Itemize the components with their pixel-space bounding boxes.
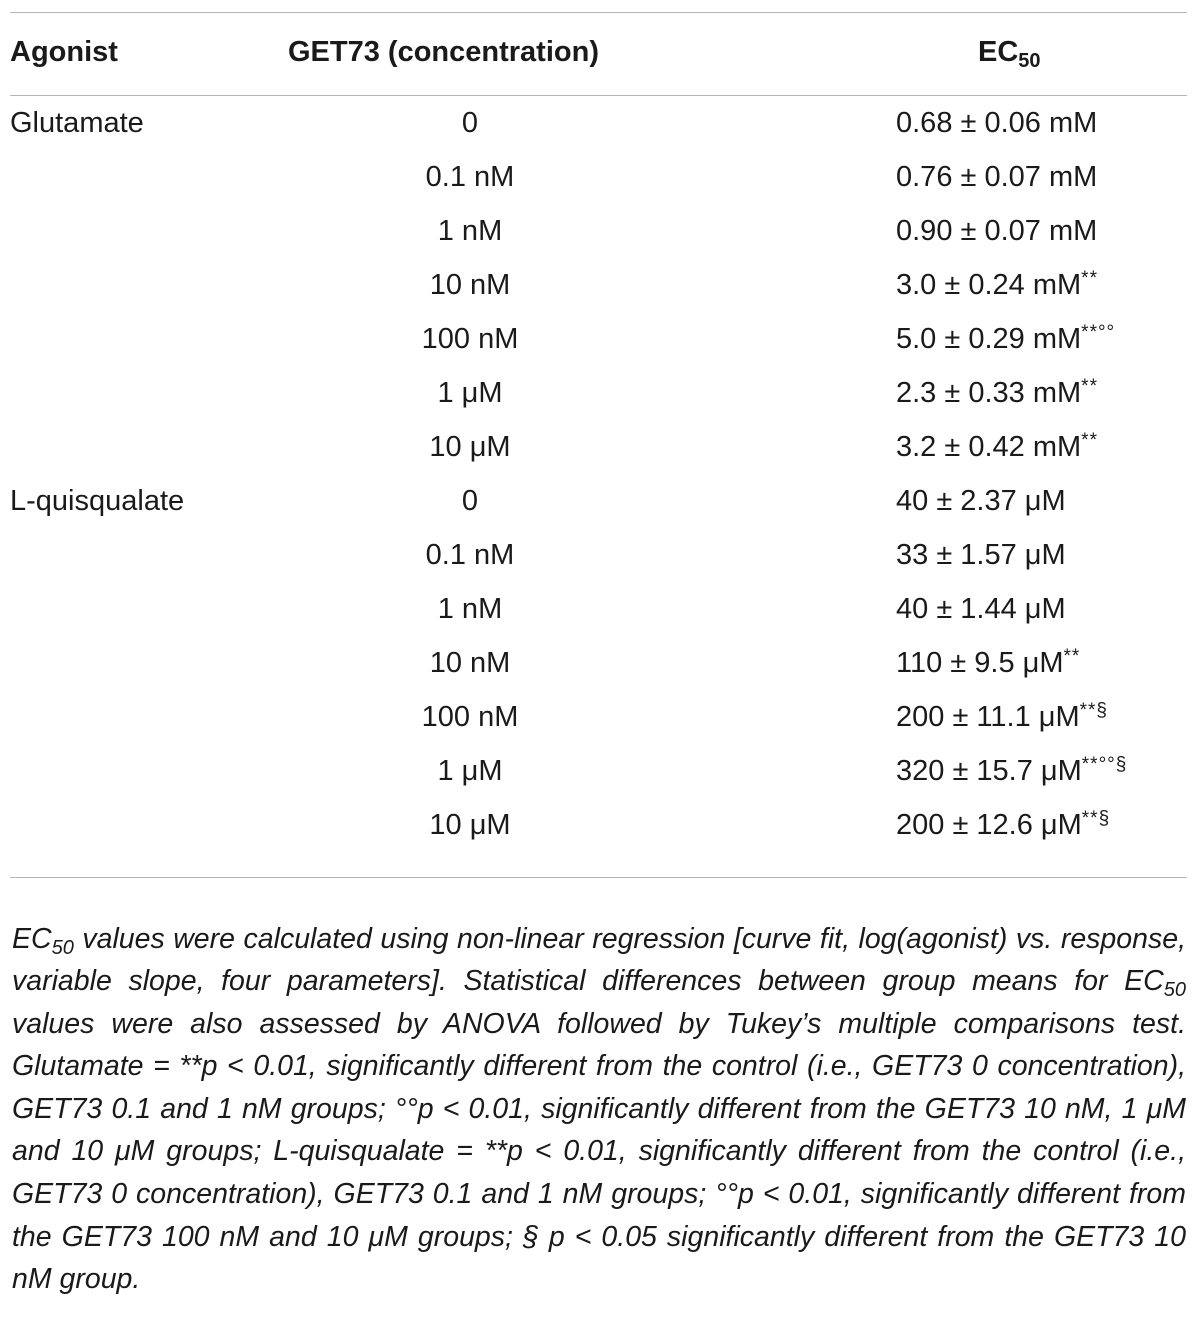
concentration-value: 0 [461, 484, 479, 517]
concentration-value: 0.1 nM [425, 538, 515, 571]
cell-concentration [340, 258, 600, 312]
cell-ec50 [600, 582, 1187, 636]
footnote-ec-sub-2: 50 [1163, 979, 1186, 1002]
table-row [10, 366, 1187, 420]
table-row [10, 150, 1187, 204]
ec50-wrap [896, 755, 1127, 788]
cell-ec50 [600, 744, 1187, 798]
ec50-value: 3.0 ± 0.24 mM [896, 268, 1082, 301]
ec50-wrap [896, 161, 1097, 194]
header-ec50 [600, 18, 1187, 86]
concentration-value: 1 μM [437, 754, 503, 787]
cell-concentration [340, 366, 600, 420]
cell-ec50 [600, 258, 1187, 312]
ec50-wrap [896, 485, 1066, 518]
cell-concentration [340, 420, 600, 474]
concentration-value: 0 [461, 106, 479, 139]
table-row [10, 204, 1187, 258]
significance-mark: **§ [1081, 807, 1111, 829]
ec50-value: 5.0 ± 0.29 mM [896, 322, 1082, 355]
cell-ec50 [600, 420, 1187, 474]
significance-mark: ** [1081, 429, 1098, 451]
table-row [10, 690, 1187, 744]
cell-agonist [10, 420, 340, 474]
ec50-value: 0.76 ± 0.07 mM [896, 160, 1098, 193]
footnote-ec-main-2: EC [1124, 965, 1164, 998]
significance-mark: ** [1063, 645, 1081, 667]
table-row [10, 744, 1187, 798]
cell-concentration [340, 744, 600, 798]
concentration-value: 100 nM [421, 700, 519, 733]
concentration-value: 10 μM [429, 430, 511, 463]
concentration-value: 1 μM [437, 376, 503, 409]
cell-agonist [10, 150, 340, 204]
cell-agonist [10, 690, 340, 744]
footnote-ec-sub: 50 [51, 936, 74, 959]
concentration-value: 0.1 nM [425, 160, 515, 193]
ec50-value: 40 ± 1.44 μM [896, 592, 1066, 625]
header-ec50-label [978, 35, 1041, 72]
significance-mark: ** [1081, 375, 1098, 397]
table-row [10, 86, 1187, 150]
cell-concentration [340, 474, 600, 528]
table-row [10, 582, 1187, 636]
table-bottom-rule [10, 877, 1187, 878]
concentration-value: 10 nM [429, 268, 511, 301]
cell-concentration [340, 312, 600, 366]
table-row [10, 420, 1187, 474]
ec50-wrap [896, 323, 1115, 356]
cell-concentration [340, 86, 600, 150]
cell-agonist [10, 798, 340, 852]
cell-concentration [340, 690, 600, 744]
cell-ec50 [600, 798, 1187, 852]
cell-ec50 [600, 312, 1187, 366]
table-row [10, 636, 1187, 690]
header-concentration-label: GET73 (concentration) [288, 35, 599, 68]
concentration-value: 100 nM [421, 322, 519, 355]
ec50-value: 2.3 ± 0.33 mM [896, 376, 1082, 409]
ec50-wrap [896, 701, 1108, 734]
cell-concentration [340, 150, 600, 204]
table-body [10, 86, 1187, 852]
ec50-value: 40 ± 2.37 μM [896, 484, 1066, 517]
ec50-value: 0.90 ± 0.07 mM [896, 214, 1098, 247]
ec50-wrap [896, 431, 1098, 464]
concentration-value: 10 μM [429, 808, 511, 841]
cell-concentration [340, 636, 600, 690]
ec50-value: 200 ± 12.6 μM [896, 808, 1082, 841]
ec50-value: 110 ± 9.5 μM [896, 646, 1064, 679]
cell-ec50 [600, 528, 1187, 582]
cell-ec50 [600, 150, 1187, 204]
cell-ec50 [600, 474, 1187, 528]
ec50-value: 0.68 ± 0.06 mM [896, 106, 1098, 139]
ec50-wrap [896, 539, 1066, 572]
ec50-value: 3.2 ± 0.42 mM [896, 430, 1082, 463]
table-row [10, 528, 1187, 582]
cell-ec50 [600, 86, 1187, 150]
cell-agonist [10, 258, 340, 312]
cell-concentration [340, 204, 600, 258]
ec50-value: 320 ± 15.7 μM [896, 754, 1082, 787]
ec50-wrap [896, 809, 1110, 842]
cell-concentration [340, 528, 600, 582]
ec50-wrap [896, 107, 1097, 140]
header-concentration [288, 18, 600, 86]
concentration-value: 1 nM [437, 592, 503, 625]
cell-agonist [10, 582, 340, 636]
table-footnote [12, 918, 1186, 1301]
cell-agonist [10, 312, 340, 366]
ec50-wrap [896, 377, 1098, 410]
table-row [10, 474, 1187, 528]
cell-ec50 [600, 366, 1187, 420]
footnote-ec-main: EC [12, 922, 52, 955]
cell-concentration [340, 798, 600, 852]
ec50-wrap [896, 215, 1097, 248]
concentration-value: 1 nM [437, 214, 503, 247]
header-ec50-main: EC [978, 35, 1019, 68]
cell-ec50 [600, 690, 1187, 744]
ec50-value: 33 ± 1.57 μM [896, 538, 1066, 571]
table-row [10, 258, 1187, 312]
cell-agonist: L-quisqualate [10, 484, 185, 517]
table-top-rule [10, 12, 1187, 13]
footnote-part1: values were calculated using non-linear regression [curve fit, log(agonist) vs. response, variable slope, four parameters]. Statistical differences between group means for [12, 922, 1186, 998]
cell-ec50 [600, 636, 1187, 690]
ec50-value: 200 ± 11.1 μM [896, 700, 1080, 733]
significance-mark: **§ [1079, 699, 1108, 721]
cell-concentration [340, 582, 600, 636]
table-header-row [10, 18, 1187, 86]
concentration-value: 10 nM [429, 646, 511, 679]
cell-agonist [10, 636, 340, 690]
significance-mark: **°°§ [1081, 753, 1128, 775]
cell-agonist [10, 744, 340, 798]
cell-agonist [10, 528, 340, 582]
table-row [10, 312, 1187, 366]
footnote-part2: values were also assessed by ANOVA followed by Tukey’s multiple comparisons test. Glutamate = **p < 0.01, significantly different from the control (i.e., GET73 0 concentration), GET73 0.1 and 1 nM groups; °°p < 0.01, significantly different from the GET73 10 nM, 1 μM and 10 μM groups; L-quisqualate = **p < 0.01, significantly different from the control (i.e., GET73 0 concentration), GET73 0.1 and 1 nM groups; °°p < 0.01, significantly different from the GET73 100 nM and 10 μM groups; § p < 0.05 significantly different from the GET73 10 nM group. [12, 1007, 1186, 1296]
cell-agonist [10, 204, 340, 258]
significance-mark: ** [1081, 267, 1098, 289]
cell-ec50 [600, 204, 1187, 258]
ec50-wrap [896, 269, 1098, 302]
cell-agonist: Glutamate [10, 106, 144, 139]
ec50-wrap [896, 593, 1066, 626]
header-agonist: Agonist [10, 35, 118, 68]
ec50-wrap [896, 647, 1080, 680]
table-row [10, 798, 1187, 852]
header-ec50-sub: 50 [1018, 49, 1041, 72]
ec50-table [10, 18, 1187, 852]
cell-agonist [10, 366, 340, 420]
significance-mark: **°° [1081, 321, 1116, 343]
